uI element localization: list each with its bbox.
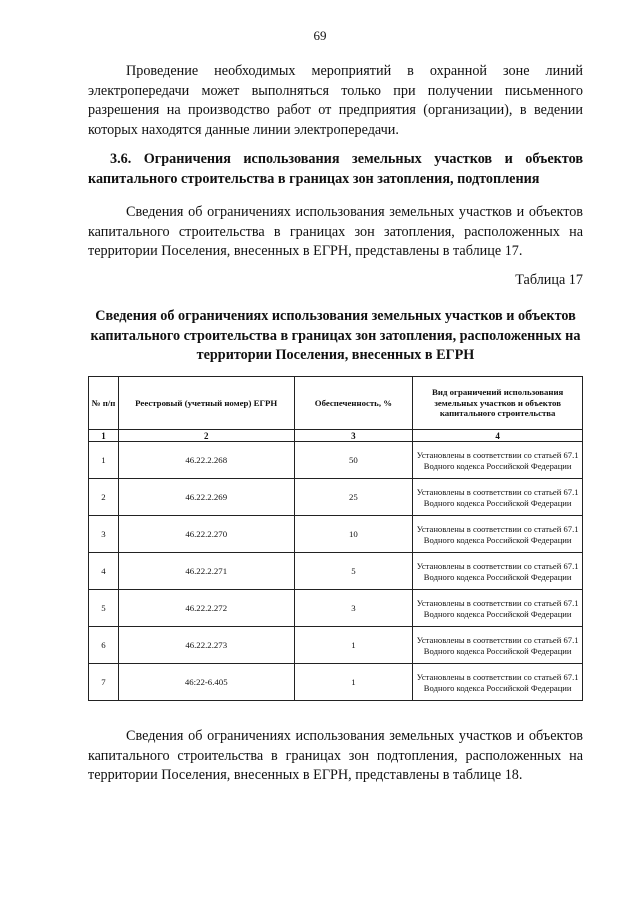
restriction-description: Установлены в соответствии со статьей 67.1 Водного кодекса Российской Федерации xyxy=(413,553,583,590)
column-number: 1 xyxy=(89,430,119,442)
row-number: 6 xyxy=(89,627,119,664)
provision-percent: 1 xyxy=(294,627,413,664)
header-restriction-type: Вид ограничений использования земельных участков и объектов капитального строительства xyxy=(413,377,583,430)
provision-percent: 50 xyxy=(294,442,413,479)
registry-number: 46:22-6.405 xyxy=(118,664,294,701)
header-provision-percent: Обеспеченность, % xyxy=(294,377,413,430)
paragraph-power-lines: Проведение необходимых мероприятий в охранной зоне линий электропередачи может выполняться только при получении письменного разрешения на производство работ от предприятия (организации), в ведении которых находятся данные линии электропередачи. xyxy=(88,63,583,138)
column-numbers-row xyxy=(89,430,583,442)
column-number: 3 xyxy=(294,430,413,442)
paragraph-underflooding-intro: Сведения об ограничениях использования земельных участков и объектов капитального строительства в границах зон подтопления, расположенных на территории Поселения, внесенных в ЕГРН, представлены в таблице 18. xyxy=(88,728,583,783)
restriction-description: Установлены в соответствии со статьей 67.1 Водного кодекса Российской Федерации xyxy=(413,479,583,516)
table-row xyxy=(89,627,583,664)
restriction-description: Установлены в соответствии со статьей 67.1 Водного кодекса Российской Федерации xyxy=(413,590,583,627)
column-number: 2 xyxy=(118,430,294,442)
header-number: № п/п xyxy=(89,377,119,430)
registry-number: 46.22.2.273 xyxy=(118,627,294,664)
registry-number: 46.22.2.272 xyxy=(118,590,294,627)
row-number: 5 xyxy=(89,590,119,627)
table-title: Сведения об ограничениях использования земельных участков и объектов капитального строительства в границах зон затопления, расположенных на территории Поселения, внесенных в ЕГРН xyxy=(90,308,581,363)
registry-number: 46.22.2.269 xyxy=(118,479,294,516)
row-number: 4 xyxy=(89,553,119,590)
provision-percent: 10 xyxy=(294,516,413,553)
table-header-row xyxy=(89,377,583,430)
section-heading: 3.6. Ограничения использования земельных участков и объектов капитального строительства в границах зон затопления, подтопления xyxy=(88,151,583,187)
provision-percent: 3 xyxy=(294,590,413,627)
table-row xyxy=(89,553,583,590)
restriction-description: Установлены в соответствии со статьей 67.1 Водного кодекса Российской Федерации xyxy=(413,664,583,701)
table-row xyxy=(89,516,583,553)
row-number: 1 xyxy=(89,442,119,479)
page-number: 69 xyxy=(313,28,327,43)
restrictions-table xyxy=(88,376,583,701)
restriction-description: Установлены в соответствии со статьей 67.1 Водного кодекса Российской Федерации xyxy=(413,516,583,553)
table-row xyxy=(89,442,583,479)
table-row xyxy=(89,664,583,701)
provision-percent: 1 xyxy=(294,664,413,701)
row-number: 2 xyxy=(89,479,119,516)
registry-number: 46.22.2.270 xyxy=(118,516,294,553)
restriction-description: Установлены в соответствии со статьей 67.1 Водного кодекса Российской Федерации xyxy=(413,442,583,479)
row-number: 3 xyxy=(89,516,119,553)
restriction-description: Установлены в соответствии со статьей 67.1 Водного кодекса Российской Федерации xyxy=(413,627,583,664)
column-number: 4 xyxy=(413,430,583,442)
table-row xyxy=(89,479,583,516)
row-number: 7 xyxy=(89,664,119,701)
table-label: Таблица 17 xyxy=(515,272,583,288)
registry-number: 46.22.2.268 xyxy=(118,442,294,479)
provision-percent: 25 xyxy=(294,479,413,516)
registry-number: 46.22.2.271 xyxy=(118,553,294,590)
table-row xyxy=(89,590,583,627)
paragraph-flood-zones-intro: Сведения об ограничениях использования земельных участков и объектов капитального строительства в границах зон затопления, расположенных на территории Поселения, внесенных в ЕГРН, представлены в таблице 17. xyxy=(88,204,583,259)
provision-percent: 5 xyxy=(294,553,413,590)
header-registry-number: Реестровый (учетный номер) ЕГРН xyxy=(118,377,294,430)
